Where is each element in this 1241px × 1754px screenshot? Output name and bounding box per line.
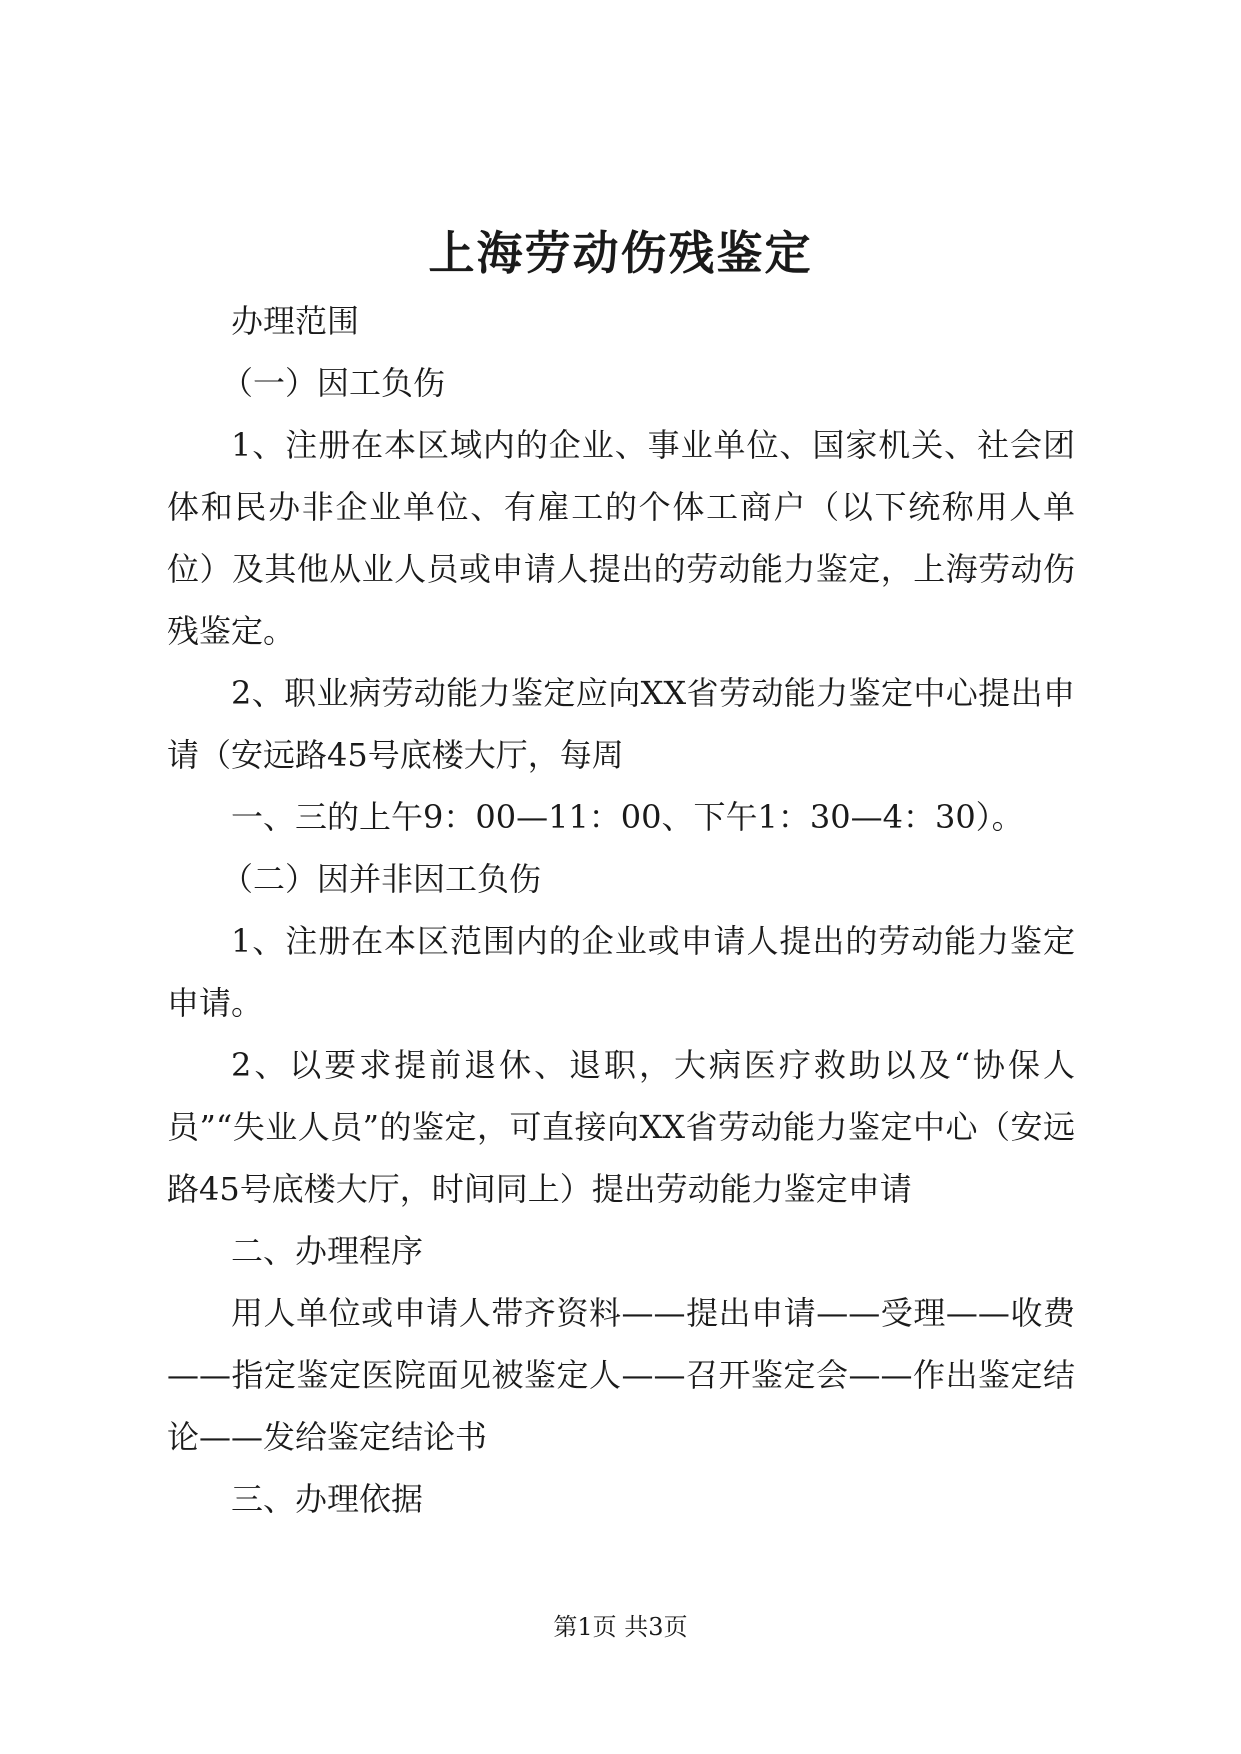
section-heading-scope: 办理范围	[231, 302, 360, 340]
paragraph-non-work-injury-1: 1、注册在本区范围内的企业或申请人提出的劳动能力鉴定申请。	[167, 922, 1075, 1022]
section-heading-basis: 三、办理依据	[231, 1480, 424, 1518]
document-title: 上海劳动伤残鉴定	[428, 226, 813, 280]
subsection-heading-non-work-injury: （二）因并非因工负伤	[221, 860, 542, 898]
subsection-heading-work-injury: （一）因工负伤	[221, 364, 446, 402]
paragraph-non-work-injury-2: 2、以要求提前退休、退职，大病医疗救助以及“协保人员”“失业人员”的鉴定，可直接向XX省劳动能力鉴定中心（安远路45号底楼大厅，时间同上）提出劳动能力鉴定申请	[167, 1046, 1075, 1208]
paragraph-office-hours: 一、三的上午9：00—11：00、下午1：30—4：30）。	[231, 798, 1024, 836]
paragraph-work-injury-1: 1、注册在本区域内的企业、事业单位、国家机关、社会团体和民办非企业单位、有雇工的个体工商户（以下统称用人单位）及其他从业人员或申请人提出的劳动能力鉴定，上海劳动伤残鉴定。	[167, 426, 1075, 650]
paragraph-work-injury-2: 2、职业病劳动能力鉴定应向XX省劳动能力鉴定中心提出申请（安远路45号底楼大厅，每周	[167, 674, 1075, 774]
section-heading-procedure: 二、办理程序	[231, 1232, 424, 1270]
document-body	[167, 290, 1075, 1530]
page-footer: 第1页 共3页	[553, 1613, 688, 1641]
paragraph-procedure: 用人单位或申请人带齐资料——提出申请——受理——收费——指定鉴定医院面见被鉴定人——召开鉴定会——作出鉴定结论——发给鉴定结论书	[167, 1294, 1075, 1456]
